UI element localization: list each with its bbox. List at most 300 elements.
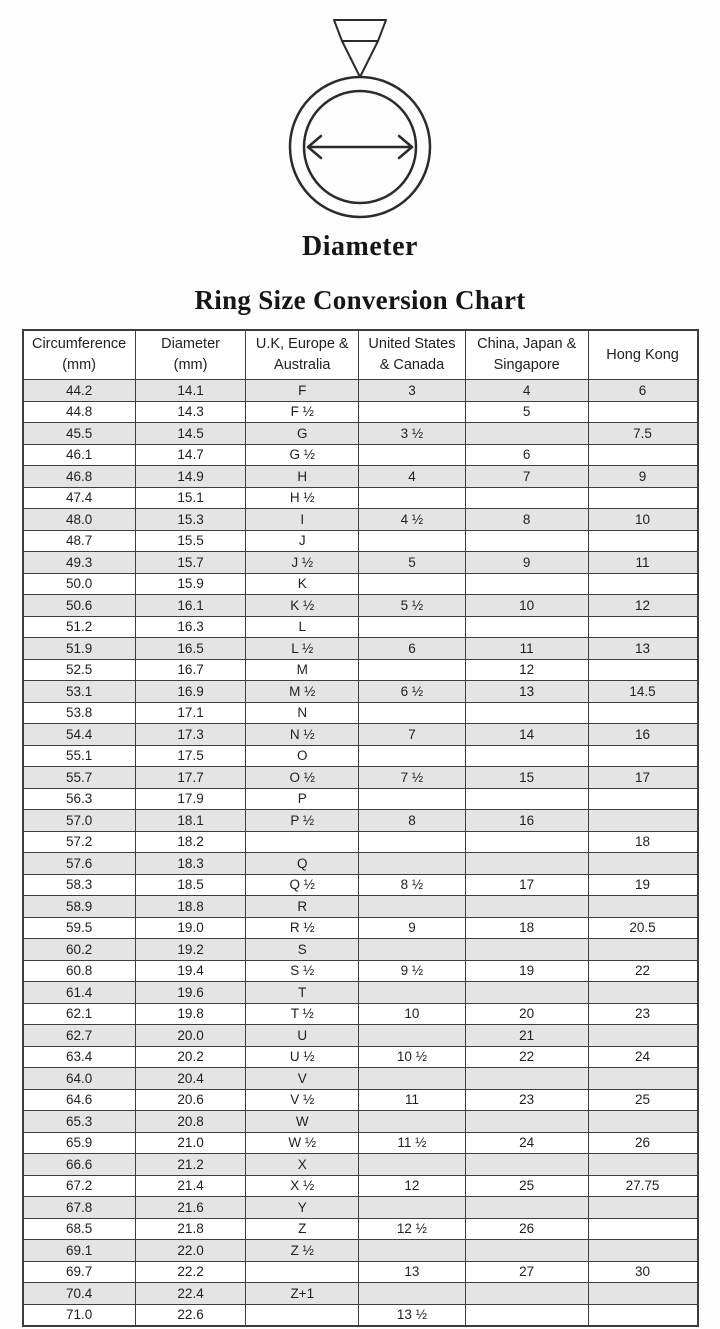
- cell-hong-kong: 11: [588, 552, 697, 574]
- cell-uk-europe-australia: [246, 1304, 359, 1326]
- cell-circumference-mm: 64.6: [23, 1089, 136, 1111]
- table-row: [23, 466, 698, 488]
- cell-china-japan-singapore: 24: [465, 1132, 588, 1154]
- cell-us-canada: [359, 702, 466, 724]
- table-row: [23, 1025, 698, 1047]
- cell-uk-europe-australia: K: [246, 573, 359, 595]
- cell-us-canada: [359, 401, 466, 423]
- cell-hong-kong: 6: [588, 380, 697, 402]
- table-row: [23, 444, 698, 466]
- cell-circumference-mm: 67.8: [23, 1197, 136, 1219]
- table-row: [23, 1175, 698, 1197]
- cell-uk-europe-australia: U: [246, 1025, 359, 1047]
- table-row: [23, 1197, 698, 1219]
- cell-uk-europe-australia: V: [246, 1068, 359, 1090]
- cell-circumference-mm: 46.8: [23, 466, 136, 488]
- cell-hong-kong: [588, 1304, 697, 1326]
- cell-uk-europe-australia: W: [246, 1111, 359, 1133]
- table-row: [23, 831, 698, 853]
- cell-hong-kong: 22: [588, 960, 697, 982]
- col-header-diameter-mm: [135, 330, 246, 380]
- cell-diameter-mm: 21.0: [135, 1132, 246, 1154]
- table-row: [23, 573, 698, 595]
- cell-hong-kong: 19: [588, 874, 697, 896]
- cell-diameter-mm: 17.5: [135, 745, 246, 767]
- cell-hong-kong: 7.5: [588, 423, 697, 445]
- cell-hong-kong: [588, 810, 697, 832]
- ring-illustration: [0, 16, 720, 263]
- cell-diameter-mm: 21.6: [135, 1197, 246, 1219]
- cell-uk-europe-australia: K ½: [246, 595, 359, 617]
- cell-china-japan-singapore: 21: [465, 1025, 588, 1047]
- cell-uk-europe-australia: X ½: [246, 1175, 359, 1197]
- cell-diameter-mm: 21.2: [135, 1154, 246, 1176]
- cell-diameter-mm: 14.1: [135, 380, 246, 402]
- cell-hong-kong: [588, 1068, 697, 1090]
- cell-hong-kong: 17: [588, 767, 697, 789]
- cell-circumference-mm: 51.2: [23, 616, 136, 638]
- cell-hong-kong: [588, 530, 697, 552]
- cell-china-japan-singapore: 14: [465, 724, 588, 746]
- cell-hong-kong: 12: [588, 595, 697, 617]
- col-header-hong-kong: [588, 330, 697, 380]
- cell-hong-kong: [588, 401, 697, 423]
- cell-us-canada: [359, 745, 466, 767]
- cell-diameter-mm: 20.0: [135, 1025, 246, 1047]
- cell-hong-kong: [588, 1025, 697, 1047]
- cell-hong-kong: [588, 939, 697, 961]
- table-row: [23, 1132, 698, 1154]
- table-row: [23, 638, 698, 660]
- cell-china-japan-singapore: 11: [465, 638, 588, 660]
- table-row: [23, 1218, 698, 1240]
- cell-china-japan-singapore: [465, 1304, 588, 1326]
- table-row: [23, 767, 698, 789]
- cell-circumference-mm: 44.2: [23, 380, 136, 402]
- cell-china-japan-singapore: 22: [465, 1046, 588, 1068]
- table-row: [23, 810, 698, 832]
- cell-diameter-mm: 19.0: [135, 917, 246, 939]
- cell-circumference-mm: 56.3: [23, 788, 136, 810]
- cell-us-canada: 9 ½: [359, 960, 466, 982]
- cell-china-japan-singapore: [465, 1068, 588, 1090]
- table-header-row: [23, 330, 698, 380]
- cell-china-japan-singapore: [465, 1154, 588, 1176]
- cell-us-canada: [359, 530, 466, 552]
- cell-circumference-mm: 49.3: [23, 552, 136, 574]
- cell-circumference-mm: 50.0: [23, 573, 136, 595]
- cell-hong-kong: 24: [588, 1046, 697, 1068]
- cell-china-japan-singapore: [465, 1197, 588, 1219]
- cell-diameter-mm: 20.2: [135, 1046, 246, 1068]
- cell-uk-europe-australia: H: [246, 466, 359, 488]
- col-header-line: Australia: [274, 357, 331, 373]
- cell-china-japan-singapore: 23: [465, 1089, 588, 1111]
- cell-circumference-mm: 66.6: [23, 1154, 136, 1176]
- table-row: [23, 509, 698, 531]
- cell-uk-europe-australia: T ½: [246, 1003, 359, 1025]
- col-header-line: Circumference: [31, 336, 127, 352]
- page-title: Ring Size Conversion Chart: [194, 285, 526, 315]
- cell-hong-kong: [588, 616, 697, 638]
- cell-china-japan-singapore: 17: [465, 874, 588, 896]
- cell-us-canada: 11: [359, 1089, 466, 1111]
- cell-china-japan-singapore: 4: [465, 380, 588, 402]
- cell-diameter-mm: 17.3: [135, 724, 246, 746]
- cell-us-canada: 11 ½: [359, 1132, 466, 1154]
- cell-diameter-mm: 15.5: [135, 530, 246, 552]
- cell-circumference-mm: 69.7: [23, 1261, 136, 1283]
- cell-circumference-mm: 51.9: [23, 638, 136, 660]
- cell-circumference-mm: 60.8: [23, 960, 136, 982]
- cell-hong-kong: [588, 444, 697, 466]
- cell-hong-kong: 20.5: [588, 917, 697, 939]
- col-header-line: U.K, Europe &: [255, 336, 349, 352]
- cell-china-japan-singapore: [465, 1111, 588, 1133]
- col-header-uk-europe-australia: [246, 330, 359, 380]
- cell-uk-europe-australia: P: [246, 788, 359, 810]
- table-row: [23, 681, 698, 703]
- cell-us-canada: 4: [359, 466, 466, 488]
- cell-hong-kong: [588, 1197, 697, 1219]
- cell-uk-europe-australia: W ½: [246, 1132, 359, 1154]
- cell-circumference-mm: 62.7: [23, 1025, 136, 1047]
- cell-uk-europe-australia: P ½: [246, 810, 359, 832]
- cell-us-canada: [359, 1111, 466, 1133]
- cell-hong-kong: 16: [588, 724, 697, 746]
- cell-china-japan-singapore: [465, 530, 588, 552]
- cell-circumference-mm: 52.5: [23, 659, 136, 681]
- cell-diameter-mm: 21.8: [135, 1218, 246, 1240]
- cell-diameter-mm: 14.3: [135, 401, 246, 423]
- table-row: [23, 788, 698, 810]
- col-header-line: Singapore: [493, 357, 560, 373]
- cell-circumference-mm: 62.1: [23, 1003, 136, 1025]
- cell-uk-europe-australia: G: [246, 423, 359, 445]
- table-row: [23, 1003, 698, 1025]
- cell-uk-europe-australia: R ½: [246, 917, 359, 939]
- diamond-gem-icon: [334, 20, 386, 77]
- cell-uk-europe-australia: N ½: [246, 724, 359, 746]
- col-header-line: Hong Kong: [606, 346, 679, 363]
- cell-diameter-mm: 22.2: [135, 1261, 246, 1283]
- table-row: [23, 939, 698, 961]
- cell-diameter-mm: 15.3: [135, 509, 246, 531]
- cell-uk-europe-australia: [246, 1261, 359, 1283]
- cell-uk-europe-australia: F ½: [246, 401, 359, 423]
- cell-circumference-mm: 65.3: [23, 1111, 136, 1133]
- cell-circumference-mm: 55.7: [23, 767, 136, 789]
- cell-uk-europe-australia: Q: [246, 853, 359, 875]
- table-row: [23, 1046, 698, 1068]
- cell-circumference-mm: 53.8: [23, 702, 136, 724]
- cell-china-japan-singapore: [465, 745, 588, 767]
- cell-diameter-mm: 18.8: [135, 896, 246, 918]
- table-row: [23, 702, 698, 724]
- cell-uk-europe-australia: H ½: [246, 487, 359, 509]
- cell-circumference-mm: 71.0: [23, 1304, 136, 1326]
- cell-diameter-mm: 14.7: [135, 444, 246, 466]
- cell-china-japan-singapore: 5: [465, 401, 588, 423]
- cell-diameter-mm: 17.9: [135, 788, 246, 810]
- cell-us-canada: [359, 1240, 466, 1262]
- cell-diameter-mm: 19.6: [135, 982, 246, 1004]
- cell-us-canada: 10 ½: [359, 1046, 466, 1068]
- cell-us-canada: [359, 939, 466, 961]
- col-header-line: & Canada: [379, 357, 445, 373]
- cell-hong-kong: [588, 1154, 697, 1176]
- cell-china-japan-singapore: 25: [465, 1175, 588, 1197]
- cell-uk-europe-australia: M ½: [246, 681, 359, 703]
- cell-us-canada: [359, 788, 466, 810]
- cell-diameter-mm: 17.1: [135, 702, 246, 724]
- cell-hong-kong: 18: [588, 831, 697, 853]
- cell-circumference-mm: 57.6: [23, 853, 136, 875]
- cell-diameter-mm: 14.9: [135, 466, 246, 488]
- cell-hong-kong: 14.5: [588, 681, 697, 703]
- cell-us-canada: [359, 896, 466, 918]
- col-header-china-japan-singapore: [465, 330, 588, 380]
- cell-uk-europe-australia: R: [246, 896, 359, 918]
- table-row: [23, 616, 698, 638]
- cell-uk-europe-australia: N: [246, 702, 359, 724]
- cell-hong-kong: 30: [588, 1261, 697, 1283]
- table-row: [23, 380, 698, 402]
- cell-us-canada: [359, 853, 466, 875]
- cell-hong-kong: [588, 573, 697, 595]
- cell-uk-europe-australia: L: [246, 616, 359, 638]
- cell-hong-kong: 27.75: [588, 1175, 697, 1197]
- cell-us-canada: 13 ½: [359, 1304, 466, 1326]
- cell-china-japan-singapore: [465, 616, 588, 638]
- ring-size-conversion-table: [22, 329, 699, 1327]
- cell-us-canada: 4 ½: [359, 509, 466, 531]
- cell-us-canada: 5 ½: [359, 595, 466, 617]
- cell-diameter-mm: 19.2: [135, 939, 246, 961]
- cell-china-japan-singapore: 19: [465, 960, 588, 982]
- cell-china-japan-singapore: [465, 831, 588, 853]
- cell-us-canada: [359, 444, 466, 466]
- cell-us-canada: 3 ½: [359, 423, 466, 445]
- cell-circumference-mm: 63.4: [23, 1046, 136, 1068]
- cell-circumference-mm: 67.2: [23, 1175, 136, 1197]
- cell-china-japan-singapore: 18: [465, 917, 588, 939]
- cell-uk-europe-australia: J: [246, 530, 359, 552]
- table-row: [23, 659, 698, 681]
- cell-diameter-mm: 20.8: [135, 1111, 246, 1133]
- cell-us-canada: 6: [359, 638, 466, 660]
- cell-circumference-mm: 70.4: [23, 1283, 136, 1305]
- cell-circumference-mm: 44.8: [23, 401, 136, 423]
- cell-diameter-mm: 16.1: [135, 595, 246, 617]
- cell-hong-kong: 25: [588, 1089, 697, 1111]
- cell-china-japan-singapore: [465, 573, 588, 595]
- cell-diameter-mm: 21.4: [135, 1175, 246, 1197]
- cell-circumference-mm: 58.3: [23, 874, 136, 896]
- cell-uk-europe-australia: O ½: [246, 767, 359, 789]
- cell-diameter-mm: 17.7: [135, 767, 246, 789]
- cell-circumference-mm: 45.5: [23, 423, 136, 445]
- col-header-line: (mm): [173, 357, 208, 373]
- cell-us-canada: 12: [359, 1175, 466, 1197]
- cell-circumference-mm: 60.2: [23, 939, 136, 961]
- cell-circumference-mm: 59.5: [23, 917, 136, 939]
- cell-us-canada: [359, 1154, 466, 1176]
- cell-china-japan-singapore: 10: [465, 595, 588, 617]
- table-row: [23, 1089, 698, 1111]
- cell-us-canada: [359, 982, 466, 1004]
- cell-china-japan-singapore: 27: [465, 1261, 588, 1283]
- cell-us-canada: 8 ½: [359, 874, 466, 896]
- cell-us-canada: 3: [359, 380, 466, 402]
- cell-china-japan-singapore: 20: [465, 1003, 588, 1025]
- cell-china-japan-singapore: 8: [465, 509, 588, 531]
- cell-us-canada: 7: [359, 724, 466, 746]
- cell-hong-kong: [588, 1283, 697, 1305]
- cell-china-japan-singapore: [465, 423, 588, 445]
- cell-uk-europe-australia: Z: [246, 1218, 359, 1240]
- cell-hong-kong: 26: [588, 1132, 697, 1154]
- cell-hong-kong: [588, 487, 697, 509]
- col-header-line: (mm): [62, 357, 97, 373]
- cell-uk-europe-australia: X: [246, 1154, 359, 1176]
- cell-hong-kong: [588, 1111, 697, 1133]
- cell-uk-europe-australia: M: [246, 659, 359, 681]
- cell-us-canada: 9: [359, 917, 466, 939]
- cell-us-canada: [359, 616, 466, 638]
- cell-uk-europe-australia: O: [246, 745, 359, 767]
- cell-us-canada: [359, 573, 466, 595]
- table-row: [23, 401, 698, 423]
- ring-diameter-icon: [284, 16, 436, 221]
- diameter-arrow-icon: [308, 136, 412, 158]
- cell-hong-kong: 23: [588, 1003, 697, 1025]
- cell-circumference-mm: 61.4: [23, 982, 136, 1004]
- cell-diameter-mm: 18.5: [135, 874, 246, 896]
- cell-uk-europe-australia: J ½: [246, 552, 359, 574]
- cell-circumference-mm: 47.4: [23, 487, 136, 509]
- cell-hong-kong: [588, 853, 697, 875]
- table-row: [23, 595, 698, 617]
- table-row: [23, 917, 698, 939]
- cell-uk-europe-australia: S: [246, 939, 359, 961]
- cell-us-canada: 13: [359, 1261, 466, 1283]
- cell-circumference-mm: 50.6: [23, 595, 136, 617]
- col-header-line: China, Japan &: [477, 336, 577, 352]
- cell-china-japan-singapore: 7: [465, 466, 588, 488]
- cell-china-japan-singapore: 15: [465, 767, 588, 789]
- cell-china-japan-singapore: 13: [465, 681, 588, 703]
- cell-china-japan-singapore: [465, 853, 588, 875]
- cell-uk-europe-australia: I: [246, 509, 359, 531]
- cell-diameter-mm: 16.3: [135, 616, 246, 638]
- cell-uk-europe-australia: S ½: [246, 960, 359, 982]
- cell-diameter-mm: 19.8: [135, 1003, 246, 1025]
- cell-china-japan-singapore: [465, 1240, 588, 1262]
- diameter-label: Diameter: [302, 231, 418, 262]
- cell-uk-europe-australia: [246, 831, 359, 853]
- cell-us-canada: [359, 1197, 466, 1219]
- cell-uk-europe-australia: Q ½: [246, 874, 359, 896]
- col-header-circumference-mm: [23, 330, 136, 380]
- cell-circumference-mm: 64.0: [23, 1068, 136, 1090]
- table-body: [23, 380, 698, 1326]
- cell-uk-europe-australia: Y: [246, 1197, 359, 1219]
- cell-diameter-mm: 18.3: [135, 853, 246, 875]
- cell-china-japan-singapore: [465, 788, 588, 810]
- cell-diameter-mm: 19.4: [135, 960, 246, 982]
- cell-hong-kong: [588, 788, 697, 810]
- table-row: [23, 960, 698, 982]
- col-header-line: Diameter: [161, 336, 220, 352]
- cell-us-canada: [359, 659, 466, 681]
- cell-china-japan-singapore: [465, 896, 588, 918]
- table-row: [23, 1111, 698, 1133]
- table-row: [23, 724, 698, 746]
- cell-diameter-mm: 16.7: [135, 659, 246, 681]
- cell-diameter-mm: 18.1: [135, 810, 246, 832]
- cell-us-canada: [359, 487, 466, 509]
- cell-us-canada: 12 ½: [359, 1218, 466, 1240]
- cell-us-canada: [359, 1068, 466, 1090]
- cell-us-canada: 10: [359, 1003, 466, 1025]
- cell-uk-europe-australia: L ½: [246, 638, 359, 660]
- cell-china-japan-singapore: [465, 702, 588, 724]
- cell-diameter-mm: 22.0: [135, 1240, 246, 1262]
- cell-us-canada: 6 ½: [359, 681, 466, 703]
- cell-hong-kong: [588, 702, 697, 724]
- table-row: [23, 982, 698, 1004]
- cell-diameter-mm: 15.1: [135, 487, 246, 509]
- cell-circumference-mm: 57.2: [23, 831, 136, 853]
- cell-china-japan-singapore: [465, 939, 588, 961]
- cell-us-canada: 7 ½: [359, 767, 466, 789]
- table-row: [23, 1154, 698, 1176]
- cell-circumference-mm: 53.1: [23, 681, 136, 703]
- cell-circumference-mm: 46.1: [23, 444, 136, 466]
- table-row: [23, 423, 698, 445]
- cell-uk-europe-australia: Z ½: [246, 1240, 359, 1262]
- cell-circumference-mm: 69.1: [23, 1240, 136, 1262]
- cell-china-japan-singapore: [465, 487, 588, 509]
- cell-diameter-mm: 16.5: [135, 638, 246, 660]
- cell-diameter-mm: 22.6: [135, 1304, 246, 1326]
- table-row: [23, 530, 698, 552]
- cell-uk-europe-australia: U ½: [246, 1046, 359, 1068]
- cell-hong-kong: [588, 896, 697, 918]
- cell-uk-europe-australia: V ½: [246, 1089, 359, 1111]
- col-header-us-canada: [359, 330, 466, 380]
- table-row: [23, 853, 698, 875]
- cell-uk-europe-australia: F: [246, 380, 359, 402]
- cell-hong-kong: 10: [588, 509, 697, 531]
- cell-diameter-mm: 15.7: [135, 552, 246, 574]
- cell-circumference-mm: 54.4: [23, 724, 136, 746]
- table-row: [23, 1283, 698, 1305]
- cell-circumference-mm: 58.9: [23, 896, 136, 918]
- table-row: [23, 874, 698, 896]
- cell-china-japan-singapore: 6: [465, 444, 588, 466]
- cell-china-japan-singapore: [465, 982, 588, 1004]
- cell-circumference-mm: 48.7: [23, 530, 136, 552]
- cell-hong-kong: [588, 745, 697, 767]
- cell-china-japan-singapore: 16: [465, 810, 588, 832]
- cell-us-canada: 5: [359, 552, 466, 574]
- cell-us-canada: [359, 1025, 466, 1047]
- cell-circumference-mm: 57.0: [23, 810, 136, 832]
- table-row: [23, 1261, 698, 1283]
- table-row: [23, 745, 698, 767]
